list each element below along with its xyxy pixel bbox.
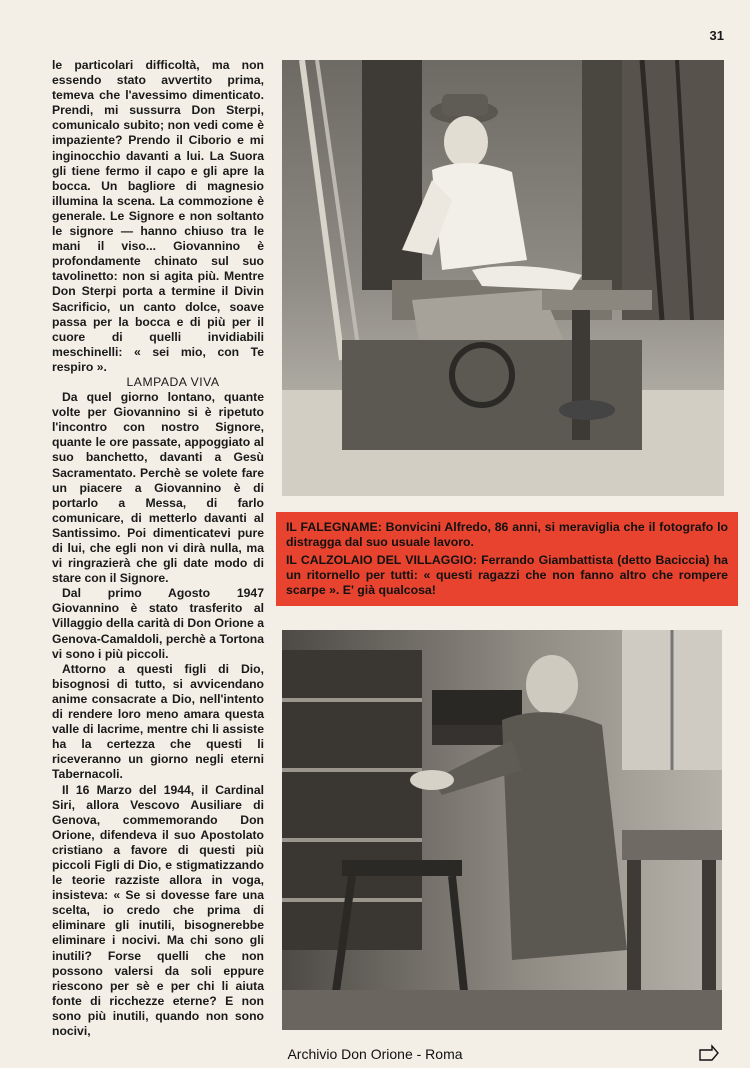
page-turn-icon — [698, 1044, 720, 1062]
article-paragraph: Dal primo Agosto 1947 Giovannino è stato trasferito al Villaggio della carità di Don Orione a Genova-Camaldoli, perchè a Tortona vi sono i più piccoli. — [52, 586, 264, 661]
page-number: 31 — [709, 28, 724, 43]
article-paragraph: Il 16 Marzo del 1944, il Cardinal Siri, allora Vescovo Ausiliare di Genova, commemorando Don Orione, difendeva il suo Apostolato cristiano a favore di questi più piccoli Figli di Dio, e stigmatizzando le teorie razziste allora in voga, insisteva: « Se si dovesse fare una scelta, io credo che prima di eliminare gli inutili, bisognerebbe eliminare i nocivi. Ma chi sono gli inutili? Forse quelli che non possono valersi da soli eppure riescono per sè e per chi li aiuta fonte di ricchezze eterne? E non sono più inutili, quando non sono nocivi, — [52, 782, 264, 1038]
caption-calzolaio: IL CALZOLAIO DEL VILLAGGIO: Ferrando Giambattista (detto Baciccia) ha un ritornello per tutti: « questi ragazzi che non fanno altro che rompere scarpe ». E' già qualcosa! — [286, 553, 728, 597]
shoemaker-photo — [282, 630, 722, 1030]
carpenter-photo — [282, 60, 724, 496]
article-paragraph: Attorno a questi figli di Dio, bisognosi di tutto, si avvicendano anime consacrate a Dio, nell'intento di rendere loro meno amara questa valle di lacrime, mentre chi li assiste ha la certezza che questi li riceveranno un giorno negli eterni Tabernacoli. — [52, 661, 264, 782]
archive-footer: Archivio Don Orione - Roma — [287, 1046, 463, 1062]
article-column — [52, 58, 264, 1039]
caption-falegname: IL FALEGNAME: Bonvicini Alfredo, 86 anni, si meraviglia che il fotografo lo distragga dal suo usuale lavoro. — [286, 520, 728, 549]
article-paragraph: le particolari difficoltà, ma non essendo stato avvertito prima, temeva che l'avessimo dimenticato. Prendi, mi sussurra Don Sterpi, comunicalo subito; non vedi come è impaziente? Prendo il Ciborio e mi inginocchio davanti a lui. La Suora gli tiene fermo il capo e gli apre la bocca. Un bagliore di magnesio illumina la scena. La commozione è generale. Le Signore e non soltanto le signore — hanno chiuso tra le mani il viso... Giovannino è profondamente chinato sul suo tavolinetto: non si agita più. Mentre Don Sterpi porta a termine il Divin Sacrificio, un canto dolce, soave passa per la bocca e di più per il cuore di quelli invidiabili meschinelli: « sei mio, con Te respiro ». — [52, 58, 264, 374]
photo-caption-box — [276, 512, 738, 606]
article-paragraph: Da quel giorno lontano, quante volte per Giovannino si è ripetuto l'incontro con nostro Signore, quante le ore passate, appoggiato al suo banchetto, davanti a Gesù Sacramentato. Perchè se volete fare un piacere a Giovannino è di portarlo a Messa, di farlo comunicare, di metterlo davanti al Santissimo. Poi dimenticatevi pure di lui, che egli non vi dirà nulla, ma vi ringrazierà che gli date modo di stare con il Signore. — [52, 390, 264, 586]
article-subheading: LAMPADA VIVA — [126, 374, 220, 389]
